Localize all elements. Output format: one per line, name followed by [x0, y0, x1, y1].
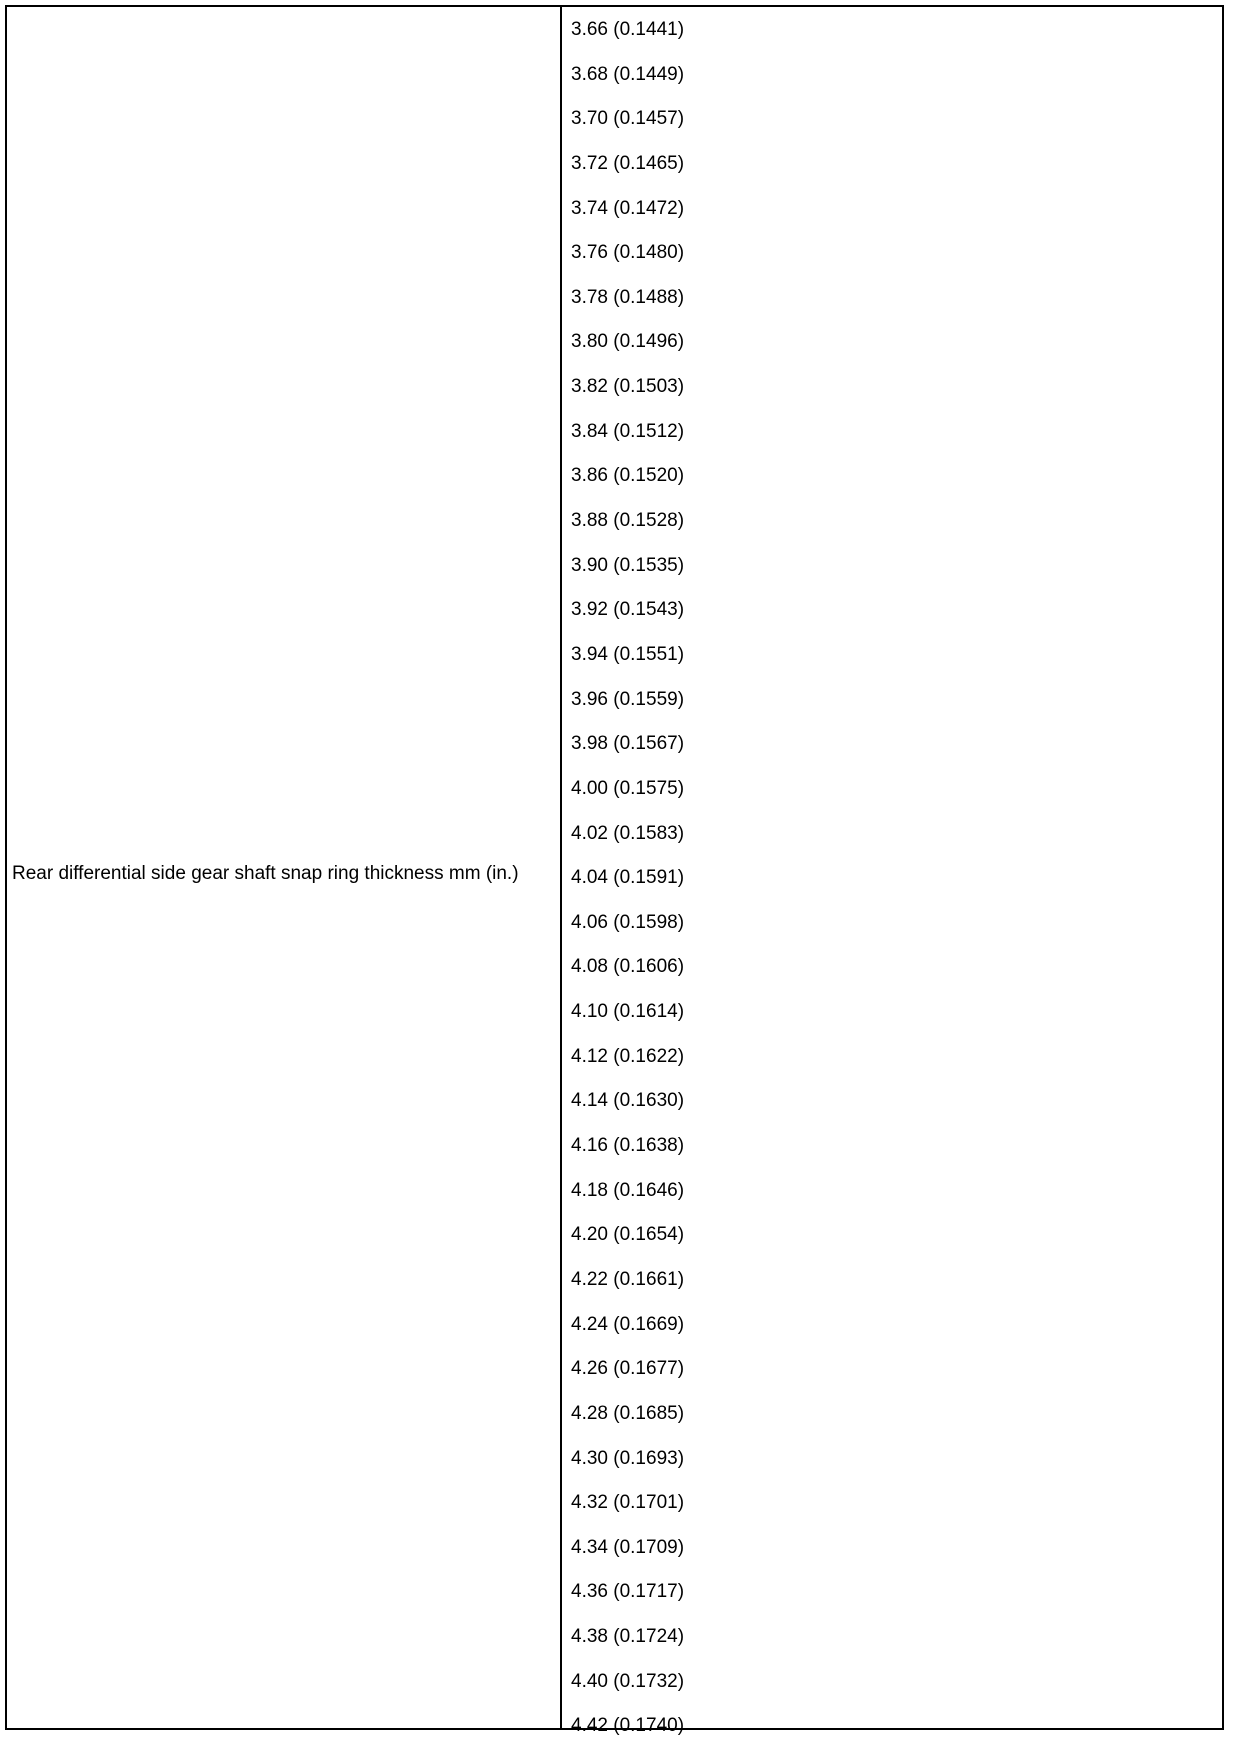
value-row: 4.36 (0.1717) — [571, 1581, 685, 1603]
value-row: 3.92 (0.1543) — [571, 599, 685, 621]
value-row: 4.06 (0.1598) — [571, 911, 685, 933]
value-row: 4.24 (0.1669) — [571, 1313, 685, 1335]
value-row: 3.98 (0.1567) — [571, 733, 685, 755]
spec-label-cell — [7, 7, 562, 1728]
value-row: 3.94 (0.1551) — [571, 643, 685, 665]
value-row: 4.30 (0.1693) — [571, 1447, 685, 1469]
value-row: 4.18 (0.1646) — [571, 1179, 685, 1201]
value-row: 4.20 (0.1654) — [571, 1224, 685, 1246]
value-row: 4.04 (0.1591) — [571, 867, 685, 889]
value-row: 4.02 (0.1583) — [571, 822, 685, 844]
value-row: 4.22 (0.1661) — [571, 1268, 685, 1290]
value-list — [571, 19, 684, 1760]
value-row: 3.76 (0.1480) — [571, 242, 685, 264]
value-row: 4.12 (0.1622) — [571, 1045, 685, 1067]
value-row: 4.28 (0.1685) — [571, 1402, 685, 1424]
spec-label: Rear differential side gear shaft snap ring thickness mm (in.) — [12, 863, 519, 884]
value-row: 3.96 (0.1559) — [571, 688, 685, 710]
value-row: 3.82 (0.1503) — [571, 376, 685, 398]
value-row: 3.72 (0.1465) — [571, 152, 685, 174]
value-row: 3.70 (0.1457) — [571, 108, 685, 130]
value-row: 3.74 (0.1472) — [571, 197, 685, 219]
value-row: 3.66 (0.1441) — [571, 19, 685, 40]
value-row: 4.08 (0.1606) — [571, 956, 685, 978]
value-row: 4.34 (0.1709) — [571, 1536, 685, 1558]
value-row: 3.78 (0.1488) — [571, 286, 685, 308]
value-row: 4.14 (0.1630) — [571, 1090, 685, 1112]
value-row: 4.00 (0.1575) — [571, 777, 685, 799]
value-row: 3.88 (0.1528) — [571, 510, 685, 532]
value-row: 3.86 (0.1520) — [571, 465, 685, 487]
value-row: 3.84 (0.1512) — [571, 420, 685, 442]
spec-values-cell — [562, 7, 1222, 1737]
value-row: 4.40 (0.1732) — [571, 1670, 685, 1692]
value-row: 3.80 (0.1496) — [571, 331, 685, 353]
value-row: 4.26 (0.1677) — [571, 1358, 685, 1380]
value-row: 3.68 (0.1449) — [571, 63, 685, 85]
value-row: 3.90 (0.1535) — [571, 554, 685, 576]
value-row: 4.10 (0.1614) — [571, 1001, 685, 1023]
spec-table — [5, 5, 1224, 1737]
value-row: 4.42 (0.1740) — [571, 1715, 685, 1737]
value-row: 4.32 (0.1701) — [571, 1492, 685, 1514]
value-row: 4.38 (0.1724) — [571, 1626, 685, 1648]
value-row: 4.16 (0.1638) — [571, 1135, 685, 1157]
